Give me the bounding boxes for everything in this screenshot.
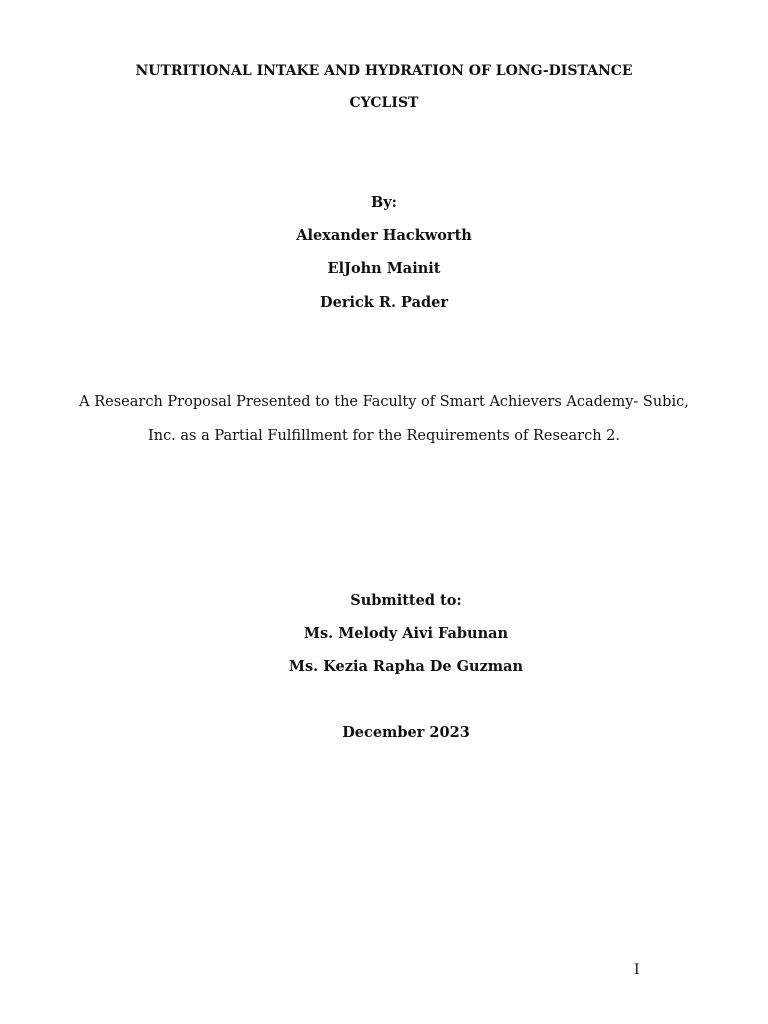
adviser-name: Ms. Kezia Rapha De Guzman xyxy=(288,658,524,675)
description-line-1: A Research Proposal Presented to the Faculty of Smart Achievers Academy- Subic, xyxy=(79,394,689,410)
page-number: I xyxy=(634,962,640,978)
by-label: By: xyxy=(370,194,398,211)
author-name: Alexander Hackworth xyxy=(296,227,472,244)
adviser-name: Ms. Melody Aivi Fabunan xyxy=(303,625,509,642)
title-line-1: NUTRITIONAL INTAKE AND HYDRATION OF LONG-DISTANCE xyxy=(135,63,633,79)
author-name: ElJohn Mainit xyxy=(327,260,441,277)
submitted-to-label: Submitted to: xyxy=(350,592,462,609)
description-line-2: Inc. as a Partial Fulfillment for the Requirements of Research 2. xyxy=(148,428,620,444)
title-line-2: CYCLIST xyxy=(349,95,419,111)
submission-date: December 2023 xyxy=(342,724,470,741)
author-name: Derick R. Pader xyxy=(320,294,448,311)
